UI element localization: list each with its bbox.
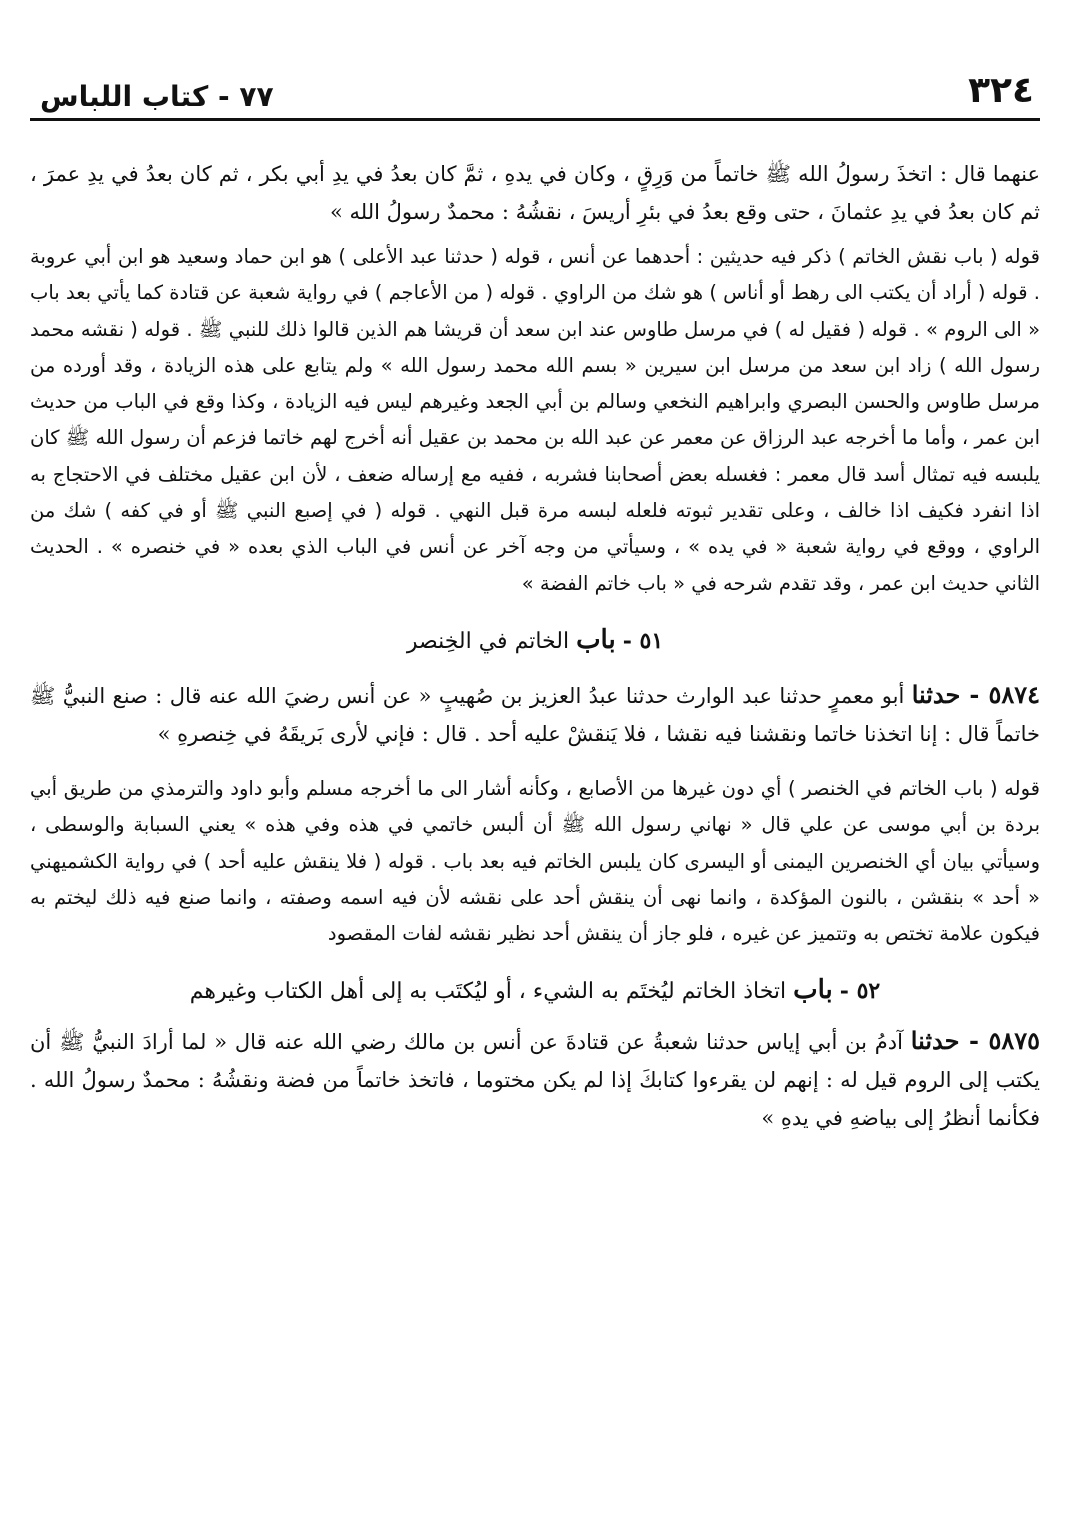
book-page <box>30 60 1040 1520</box>
hadith-number: ٥٨٧٤ - حدثنا <box>911 679 1040 709</box>
hadith-number: ٥٨٧٥ - حدثنا <box>910 1026 1040 1056</box>
hadith-text-continued: عنهما قال : اتخذَ رسولُ الله ﷺ خاتماً من وَرِقٍ ، وكان في يدهِ ، ثمَّ كان بعدُ في يدِ أبي بكر ، ثم كان بعدُ في يدِ عمرَ ، ثم كان بعدُ في يدِ عثمانَ ، حتى وقع بعدُ في بئرِ أريسَ ، نقشُهُ : محمدٌ رسولُ الله » <box>30 162 1040 224</box>
page-header <box>30 60 1040 121</box>
page-number: ٣٢٤ <box>968 70 1034 111</box>
hadith-text: آدمُ بن أبي إياس حدثنا شعبةُ عن قتادةَ عن أنس بن مالك رضي الله عنه قال « لما أرادَ النبيُّ ﷺ أن يكتب إلى الروم قيل له : إنهم لن يقرءوا كتابكَ إذا لم يكن مختوما ، فاتخذ خاتماً من فضة ونقشُهُ : محمدٌ رسولُ الله . فكأنما أنظرُ إلى بياضهِ في يدهِ » <box>30 1030 1040 1131</box>
chapter-heading-bab: باب <box>576 624 616 655</box>
chapter-heading-number: ٥١ - <box>622 627 664 654</box>
commentary-paragraph: قوله ( باب الخاتم في الخنصر ) أي دون غيرها من الأصابع ، وكأنه أشار الى ما أخرجه مسلم وأبو داود والترمذي من طريق أبي بردة بن أبي موسى عن علي قال « نهاني رسول الله ﷺ أن ألبس خاتمي في هذه وفي هذه » يعني السبابة والوسطى ، وسيأتي بيان أي الخنصرين اليمنى أو اليسرى كان يلبس الخاتم فيه بعد باب . قوله ( فلا ينقش عليه أحد ) في رواية الكشميهني « أحد » بنقشن ، بالنون المؤكدة ، وانما نهى أن ينقش أحد على نقشه لأن فيه اسمه وصفته ، وانما صنع فيه ذلك ليختم به فيكون علامة تختص به وتتميز عن غيره ، فلو جاز أن ينقش أحد نظير نقشه لفات المقصود <box>30 776 1040 946</box>
chapter-heading-text: اتخاذ الخاتم ليُختَم به الشيء ، أو ليُكتَب به إلى أهل الكتاب وغيرهم <box>189 979 787 1005</box>
chapter-heading-52 <box>30 970 1040 1012</box>
commentary-paragraph: قوله ( باب نقش الخاتم ) ذكر فيه حديثين : أحدهما عن أنس ، قوله ( حدثنا عبد الأعلى ) هو ابن حماد وسعيد هو ابن أبي عروبة . قوله ( أراد أن يكتب الى رهط أو أناس ) هو شك من الراوي . قوله ( من الأعاجم ) في رواية شعبة عن قتادة كما يأتي بعد باب « الى الروم » . قوله ( فقيل له ) في مرسل طاوس عند ابن سعد أن قريشا هم الذين قالوا ذلك للنبي ﷺ . قوله ( نقشه محمد رسول الله ) زاد ابن سعد من مرسل ابن سيرين « بسم الله محمد رسول الله » ولم يتابع على هذه الزيادة ، وقد أورده من مرسل طاوس والحسن البصري وابراهيم النخعي وسالم بن أبي الجعد وغيرهم ليس فيه الزيادة ، وكذا وقع في الباب من حديث ابن عمر ، وأما ما أخرجه عبد الرزاق عن معمر عن عبد الله بن محمد بن عقيل أنه أخرج لهم خاتما فزعم أن رسول الله ﷺ كان يلبسه فيه تمثال أسد قال معمر : فغسله بعض أصحابنا فشربه ، ففيه مع إرساله ضعف ، لأن ابن عقيل مختلف في الاحتجاج به اذا انفرد فكيف اذا خالف ، وعلى تقدير ثبوته فلعله لبسه مرة قبل النهي . قوله ( في إصبع النبي ﷺ أو في كفه ) شك من الراوي ، ووقع في رواية شعبة « في يده » ، وسيأتي من وجه آخر عن أنس في الباب الذي بعده « في خنصره » . الحديث الثاني حديث ابن عمر ، وقد تقدم شرحه في « باب خاتم الفضة » <box>30 245 1040 595</box>
hadith-5875 <box>30 1022 1040 1137</box>
chapter-heading-51 <box>30 620 1040 662</box>
hadith-5874 <box>30 676 1040 753</box>
hadith-text: أبو معمرٍ حدثنا عبد الوارث حدثنا عبدُ العزيز بن صُهيبٍ « عن أنس رضيَ الله عنه قال : صنع النبيُّ ﷺ خاتماً قال : إنا اتخذنا خاتما ونقشنا فيه نقشا ، فلا يَنقشْ عليه أحد . قال : فإني لأرى بَريقَهُ في خِنصرهِ » <box>30 683 1040 746</box>
chapter-title: ٧٧ - كتاب اللباس <box>40 80 274 113</box>
chapter-heading-text: الخاتم في الخِنصر <box>406 628 570 654</box>
chapter-heading-bab: باب <box>793 975 833 1006</box>
chapter-heading-number: ٥٢ - <box>839 978 881 1005</box>
